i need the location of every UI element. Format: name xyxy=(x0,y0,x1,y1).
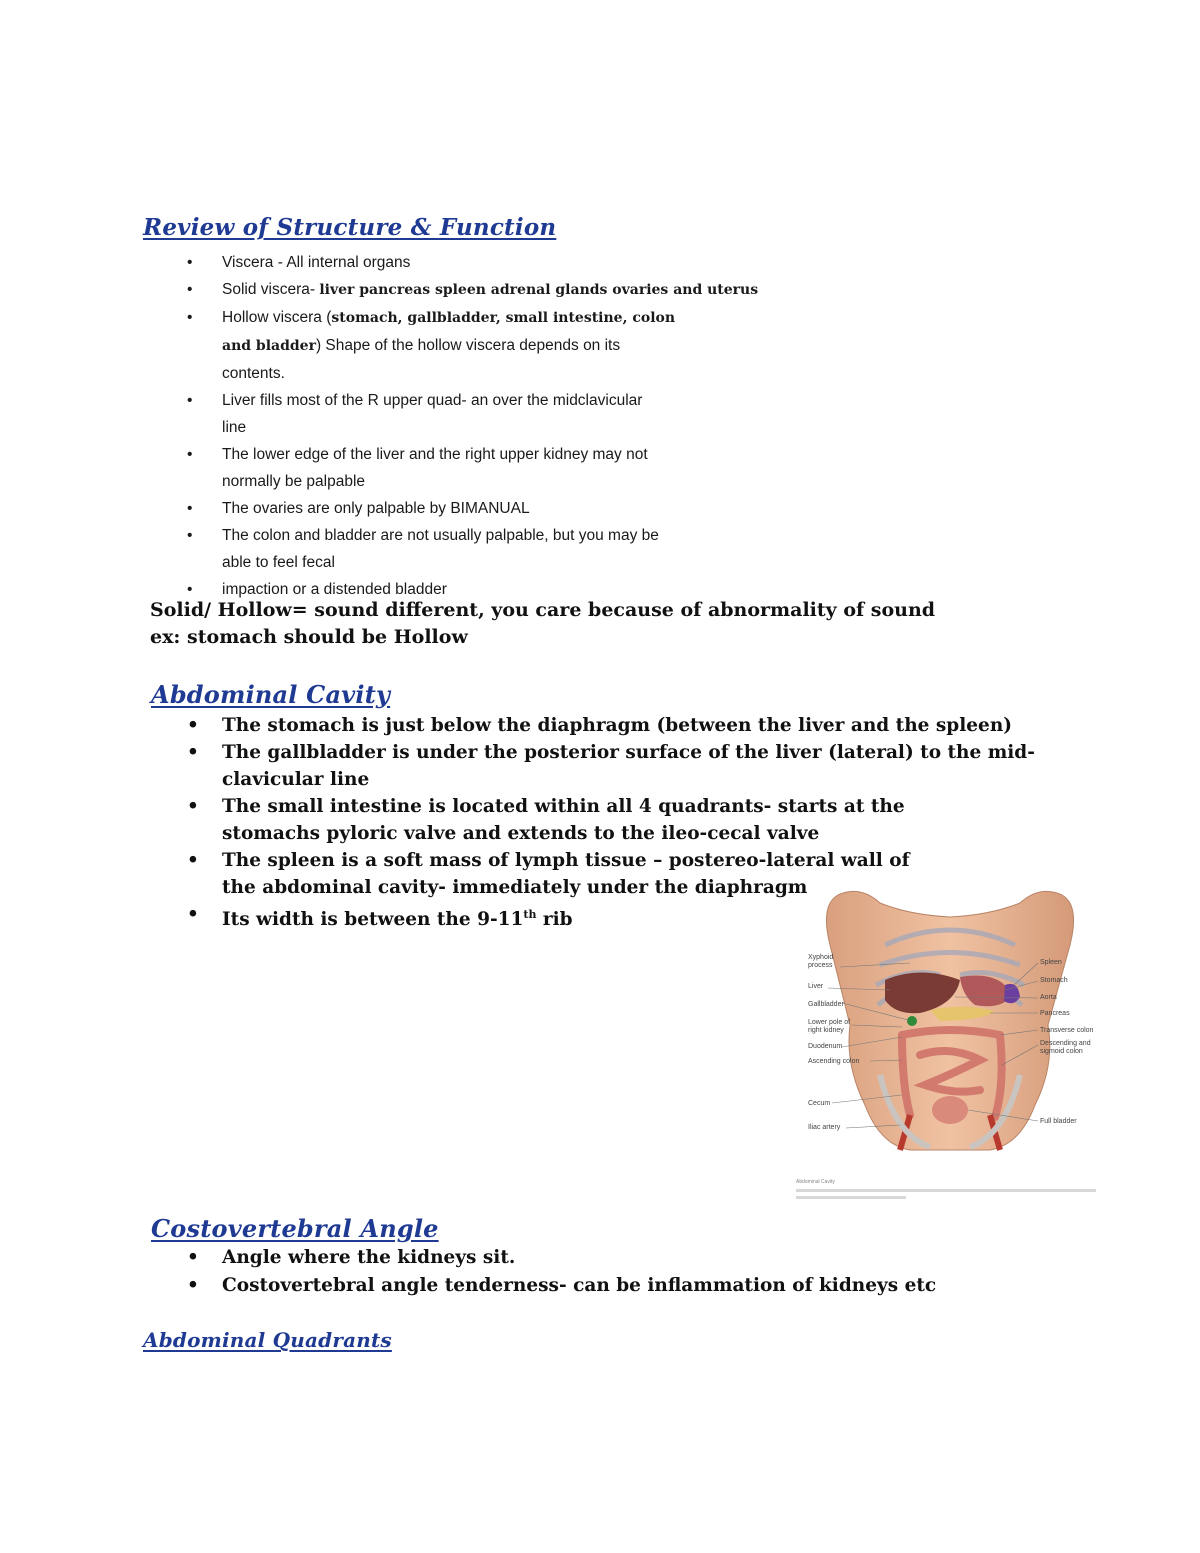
bullet-icon: • xyxy=(187,1275,199,1296)
list-item: • Angle where the kidneys sit. xyxy=(222,1244,936,1272)
list-item: • Viscera - All internal organs xyxy=(222,249,758,276)
list-item: • Liver fills most of the R upper quad- an over the midclavicular line xyxy=(222,387,758,441)
anatomy-illustration xyxy=(790,885,1108,1215)
heading-costovertebral-angle: Costovertebral Angle xyxy=(151,1214,439,1243)
review-bullet-list xyxy=(187,249,759,603)
list-item: • The ovaries are only palpable by BIMANUAL xyxy=(222,495,758,522)
bullet-icon: • xyxy=(187,904,199,925)
abdominal-anatomy-figure xyxy=(790,885,1108,1215)
list-item: • Costovertebral angle tenderness- can be inflammation of kidneys etc xyxy=(222,1272,936,1300)
bullet-icon: • xyxy=(187,309,193,326)
list-item: • Its width is between the 9-11th rib xyxy=(222,901,1035,933)
bullet-icon: • xyxy=(187,715,199,736)
bullet-icon: • xyxy=(187,850,199,871)
fig-label-full-bladder: Full bladder xyxy=(1040,1118,1077,1125)
bullet-icon: • xyxy=(187,281,193,298)
fig-label-stomach: Stomach xyxy=(1040,977,1068,984)
fig-caption: Abdominal Cavity xyxy=(796,1179,835,1185)
fig-label-sigmoid-colon: sigmoid colon xyxy=(1040,1048,1083,1055)
bullet-icon: • xyxy=(187,392,193,409)
list-item: • Solid viscera- liver pancreas spleen adrenal glands ovaries and uterus xyxy=(222,276,758,304)
fig-label-pancreas: Pancreas xyxy=(1040,1010,1070,1017)
fig-label-descending: Descending and xyxy=(1040,1040,1091,1047)
heading-review-structure-function: Review of Structure & Function xyxy=(143,214,557,241)
heading-abdominal-quadrants: Abdominal Quadrants xyxy=(143,1328,392,1352)
bullet-icon: • xyxy=(187,446,193,463)
bullet-icon: • xyxy=(187,796,199,817)
list-item: • The small intestine is located within all 4 quadrants- starts at the stomachs pyloric valve and extends to the ileo-cecal valve xyxy=(222,793,1035,847)
fig-label-process: process xyxy=(808,962,833,969)
fig-label-gallbladder: Gallbladder xyxy=(808,1001,844,1008)
fig-label-liver: Liver xyxy=(808,983,824,990)
cva-bullet-list xyxy=(187,1244,937,1300)
list-item: • Hollow viscera (stomach, gallbladder, small intestine, colon and bladder) Shape of the hollow viscera depends on its contents. xyxy=(222,304,758,387)
bullet-icon: • xyxy=(187,500,193,517)
fig-label-transverse-colon: Transverse colon xyxy=(1040,1027,1094,1034)
fig-label-cecum: Cecum xyxy=(808,1100,831,1107)
bullet-icon: • xyxy=(187,527,193,544)
heading-abdominal-cavity: Abdominal Cavity xyxy=(151,680,391,709)
bullet-icon: • xyxy=(187,742,199,763)
list-item: • The spleen is a soft mass of lymph tissue – postereo-lateral wall of the abdominal cavity- immediately under the diaphragm xyxy=(222,847,1035,901)
fig-label-lower-pole: Lower pole of xyxy=(808,1019,851,1026)
bullet-icon: • xyxy=(187,581,193,598)
list-item: • The gallbladder is under the posterior surface of the liver (lateral) to the mid- clavicular line xyxy=(222,739,1035,793)
note-solid-hollow: Solid/ Hollow= sound different, you care because of abnormality of sound xyxy=(150,599,936,621)
fig-label-duodenum: Duodenum xyxy=(808,1043,843,1050)
list-item: • The colon and bladder are not usually palpable, but you may be able to feel fecal xyxy=(222,522,758,576)
fig-label-right-kidney: right kidney xyxy=(808,1027,844,1034)
fig-label-ascending-colon: Ascending colon xyxy=(808,1058,860,1065)
fig-label-spleen: Spleen xyxy=(1040,959,1062,966)
note-stomach-example: ex: stomach should be Hollow xyxy=(150,626,468,648)
list-item: • impaction or a distended bladder xyxy=(222,576,758,603)
bullet-icon: • xyxy=(187,254,193,271)
fig-label-iliac-artery: Iliac artery xyxy=(808,1124,841,1131)
fig-label-xyphoid: Xyphoid xyxy=(808,954,834,961)
fig-label-aorta: Aorta xyxy=(1040,994,1057,1001)
list-item: • The stomach is just below the diaphragm (between the liver and the spleen) xyxy=(222,712,1035,739)
list-item: • The lower edge of the liver and the right upper kidney may not normally be palpable xyxy=(222,441,758,495)
bullet-icon: • xyxy=(187,1247,199,1268)
